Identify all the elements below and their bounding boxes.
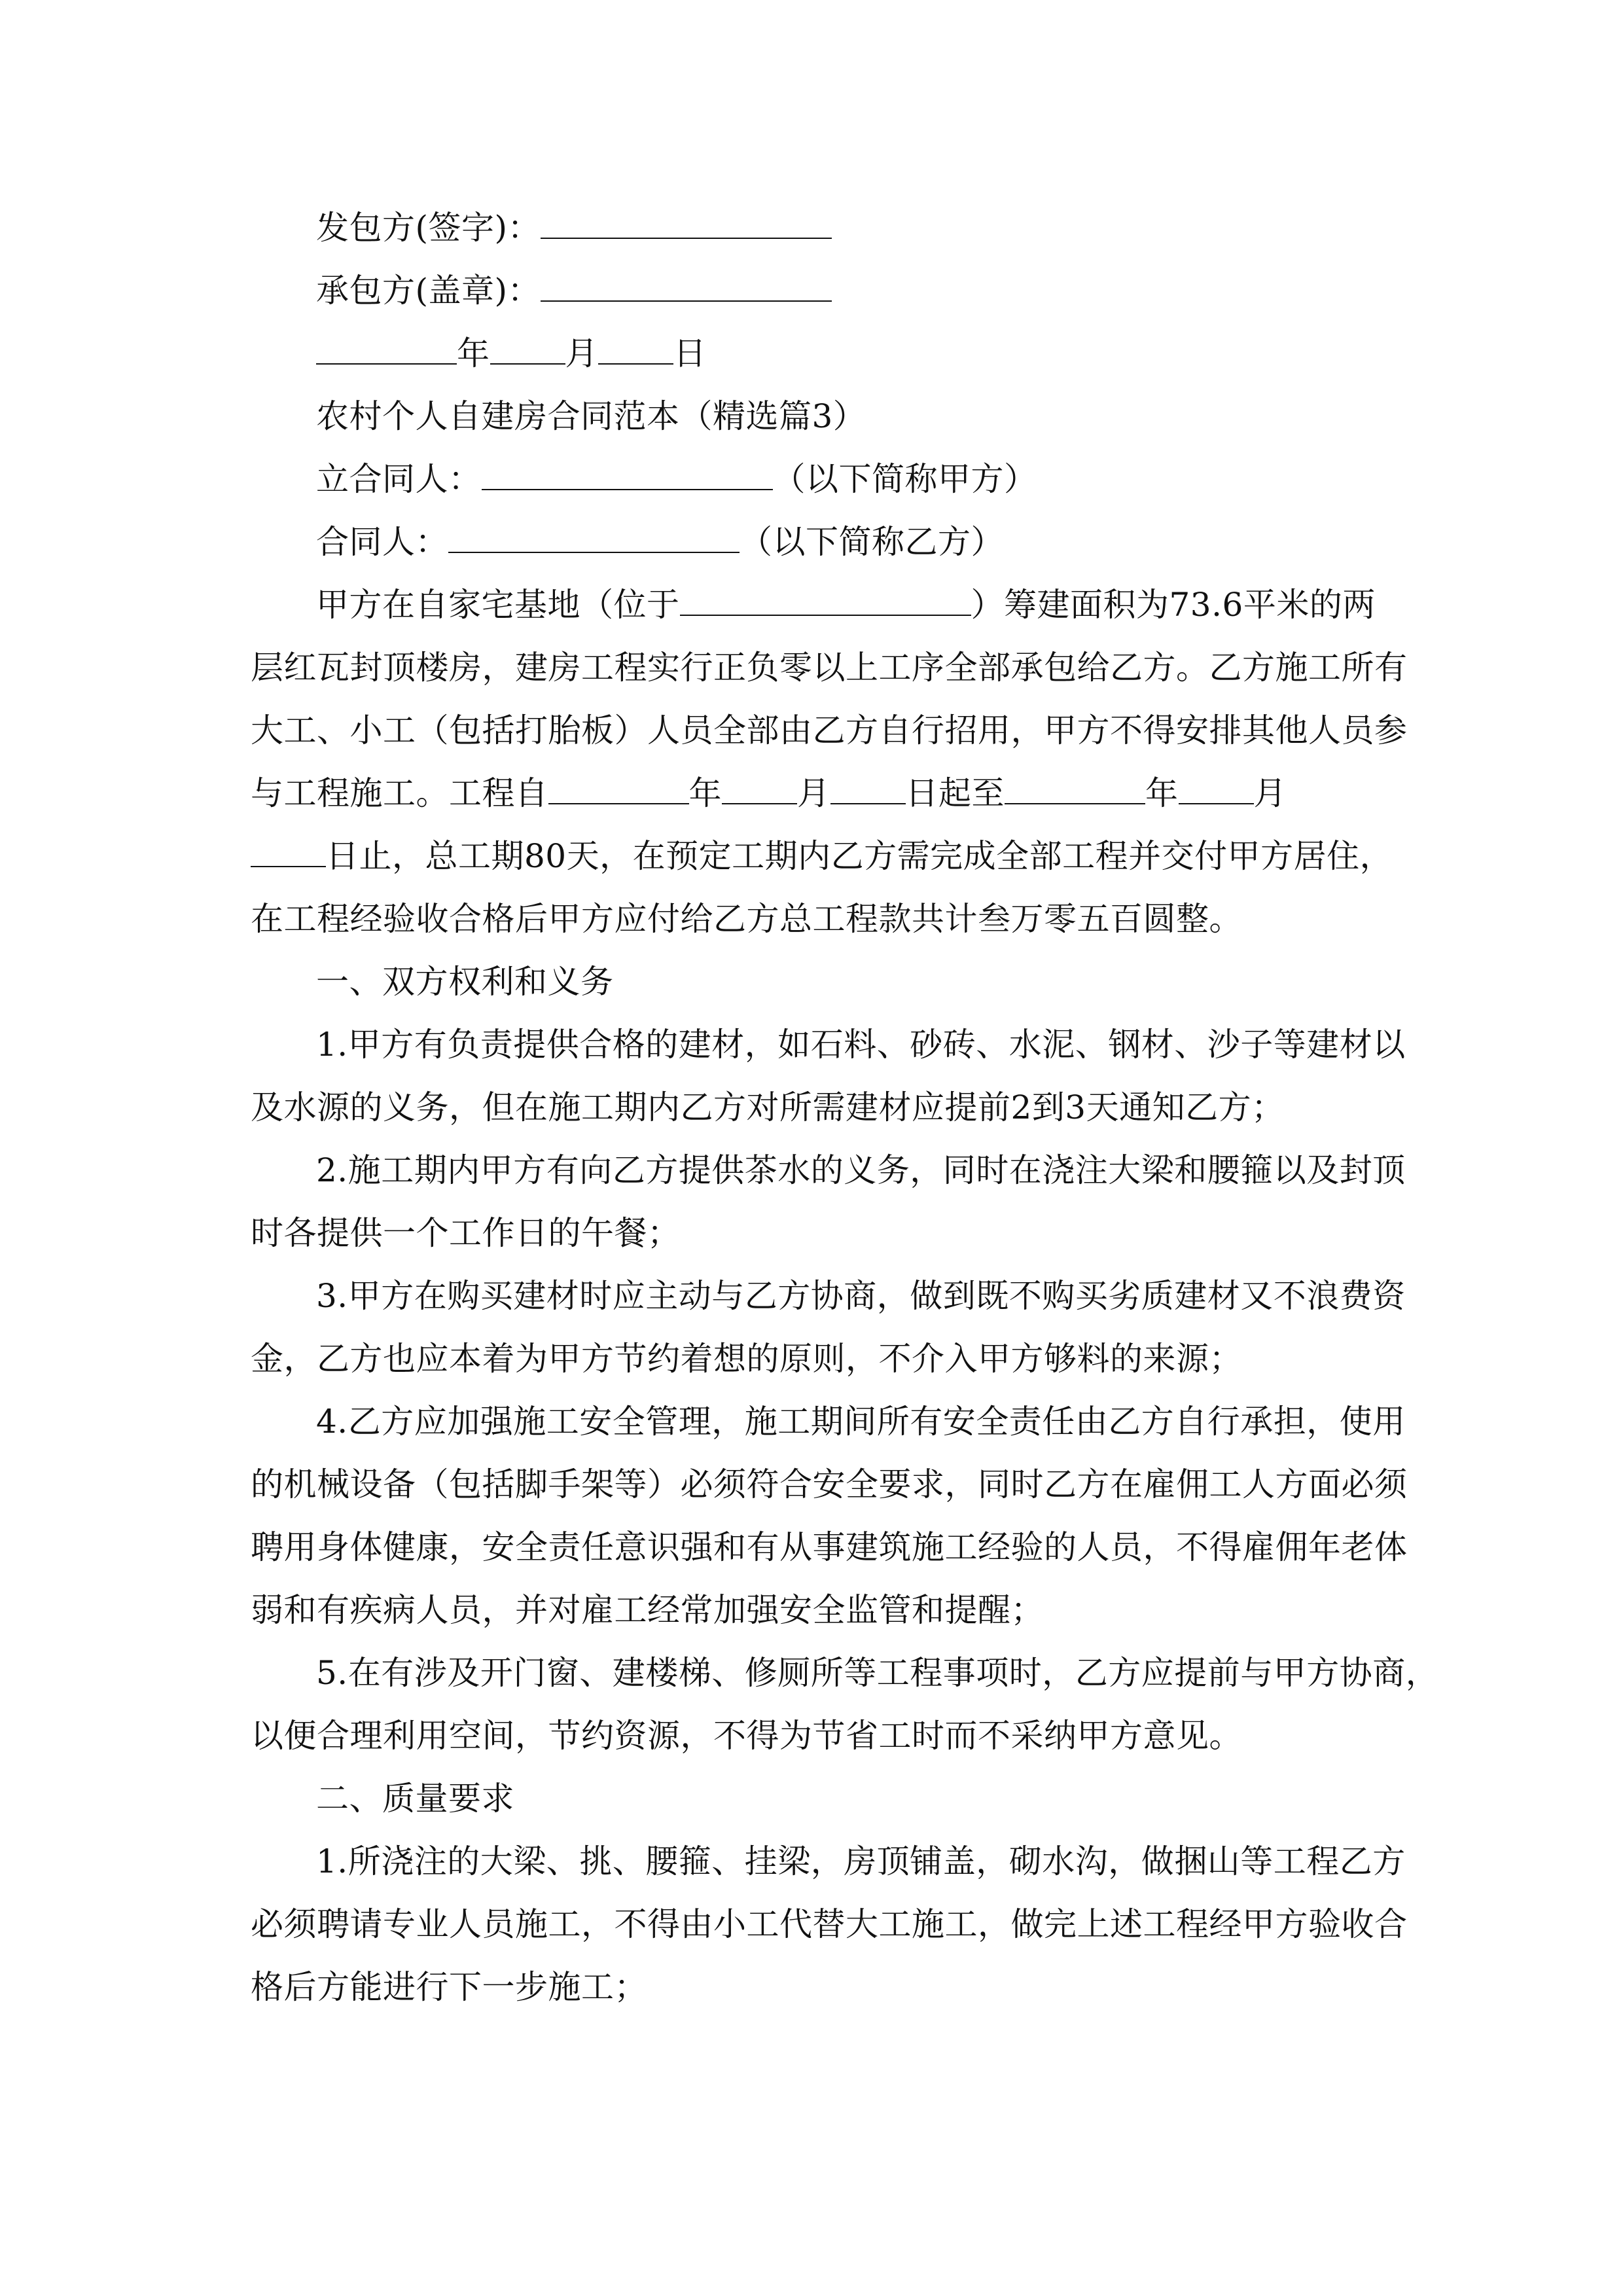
item-line: 2.施工期内甲方有向乙方提供茶水的义务，同时在浇注大梁和腰箍以及封顶: [316, 1151, 1406, 1189]
intro-text: 月: [797, 774, 830, 812]
item-line: 3.甲方在购买建材时应主动与乙方协商，做到既不购买劣质建材又不浪费资: [316, 1277, 1406, 1315]
party-b-suffix: （以下简称乙方）: [740, 523, 1004, 561]
intro-line: 大工、小工（包括打胎板）人员全部由乙方自行招用，甲方不得安排其他人员参: [251, 711, 1408, 749]
date-year-blank[interactable]: [316, 337, 457, 365]
party-b-name-blank[interactable]: [448, 526, 740, 553]
end-year-blank[interactable]: [1005, 777, 1145, 804]
section-1-heading: 一、双方权利和义务: [316, 963, 614, 1001]
item-line: 金，乙方也应本着为甲方节约着想的原则，不介入甲方够料的来源；: [251, 1340, 1242, 1378]
date-month-blank[interactable]: [490, 337, 565, 365]
start-month-blank[interactable]: [722, 777, 797, 804]
item-line: 5.在有涉及开门窗、建楼梯、修厕所等工程事项时，乙方应提前与甲方协商，: [316, 1654, 1439, 1692]
intro-text: 与工程施工。工程自: [251, 774, 548, 812]
contractor-seal-blank[interactable]: [541, 274, 832, 302]
item-line: 时各提供一个工作日的午餐；: [251, 1214, 681, 1252]
intro-text: 日止，总工期80天，在预定工期内乙方需完成全部工程并交付甲方居住，: [326, 837, 1393, 875]
item-line: 的机械设备（包括脚手架等）必须符合安全要求，同时乙方在雇佣工人方面必须: [251, 1465, 1408, 1503]
item-line: 以便合理利用空间，节约资源，不得为节省工时而不采纳甲方意见。: [251, 1717, 1242, 1755]
section-1-item: [251, 1139, 1406, 1265]
date-month-label: 月: [565, 334, 598, 372]
intro-text: 年: [1145, 774, 1179, 812]
item-line: 及水源的义务，但在施工期内乙方对所需建材应提前2到3天通知乙方；: [251, 1088, 1285, 1126]
start-year-blank[interactable]: [548, 777, 689, 804]
document-page: [251, 196, 1439, 2018]
item-line: 弱和有疾病人员，并对雇工经常加强安全监管和提醒；: [251, 1591, 1044, 1629]
item-line: 聘用身体健康，安全责任意识强和有从事建筑施工经验的人员，不得雇佣年老体: [251, 1528, 1408, 1566]
intro-text: 甲方在自家宅基地（位于: [316, 586, 680, 624]
intro-line: 在工程经验收合格后甲方应付给乙方总工程款共计叁万零五百圆整。: [251, 900, 1242, 938]
employer-signature-line: [251, 196, 1383, 259]
intro-text: ）筹建面积为73.6平米的两: [971, 586, 1376, 624]
item-line: 1.所浇注的大梁、挑、腰箍、挂梁，房顶铺盖，砌水沟，做捆山等工程乙方: [316, 1842, 1406, 1880]
intro-line: [251, 762, 1383, 825]
intro-line: [251, 825, 1393, 888]
signature-date-line: [251, 322, 1383, 385]
party-a-name-blank[interactable]: [482, 463, 773, 490]
intro-text: 年: [688, 774, 722, 812]
party-a-suffix: （以下简称甲方）: [772, 460, 1037, 498]
intro-line: 层红瓦封顶楼房，建房工程实行正负零以上工序全部承包给乙方。乙方施工所有: [251, 649, 1408, 687]
location-blank[interactable]: [680, 588, 971, 616]
section-1-item: [251, 1265, 1406, 1390]
section-1-item: [251, 1641, 1439, 1767]
party-a-label: 立合同人：: [316, 460, 482, 498]
end-day-blank[interactable]: [251, 840, 326, 867]
item-line: 1.甲方有负责提供合格的建材，如石料、砂砖、水泥、钢材、沙子等建材以: [316, 1026, 1406, 1064]
intro-text: 月: [1253, 774, 1287, 812]
date-day-label: 日: [673, 334, 707, 372]
contractor-label: 承包方(盖章)：: [316, 272, 541, 310]
start-day-blank[interactable]: [830, 777, 906, 804]
section-1-item: [251, 1390, 1408, 1641]
party-a-line: [251, 448, 1383, 511]
employer-signature-blank[interactable]: [541, 211, 832, 239]
contract-title: 农村个人自建房合同范本（精选篇3）: [316, 397, 866, 435]
date-year-label: 年: [457, 334, 490, 372]
intro-paragraph: [251, 573, 1408, 950]
end-month-blank[interactable]: [1179, 777, 1254, 804]
party-b-label: 合同人：: [316, 523, 448, 561]
intro-text: 日起至: [905, 774, 1005, 812]
section-1-item: [251, 1013, 1406, 1139]
date-day-blank[interactable]: [598, 337, 673, 365]
item-line: 必须聘请专业人员施工，不得由小工代替大工施工，做完上述工程经甲方验收合: [251, 1905, 1408, 1943]
party-b-line: [251, 511, 1383, 573]
section-2-item: [251, 1830, 1408, 2018]
section-2-heading: 二、质量要求: [316, 1780, 514, 1818]
employer-label: 发包方(签字)：: [316, 209, 541, 247]
item-line: 格后方能进行下一步施工；: [251, 1968, 647, 2006]
contractor-signature-line: [251, 259, 1383, 322]
item-line: 4.乙方应加强施工安全管理，施工期间所有安全责任由乙方自行承担，使用: [316, 1403, 1406, 1441]
intro-line: [251, 573, 1383, 636]
